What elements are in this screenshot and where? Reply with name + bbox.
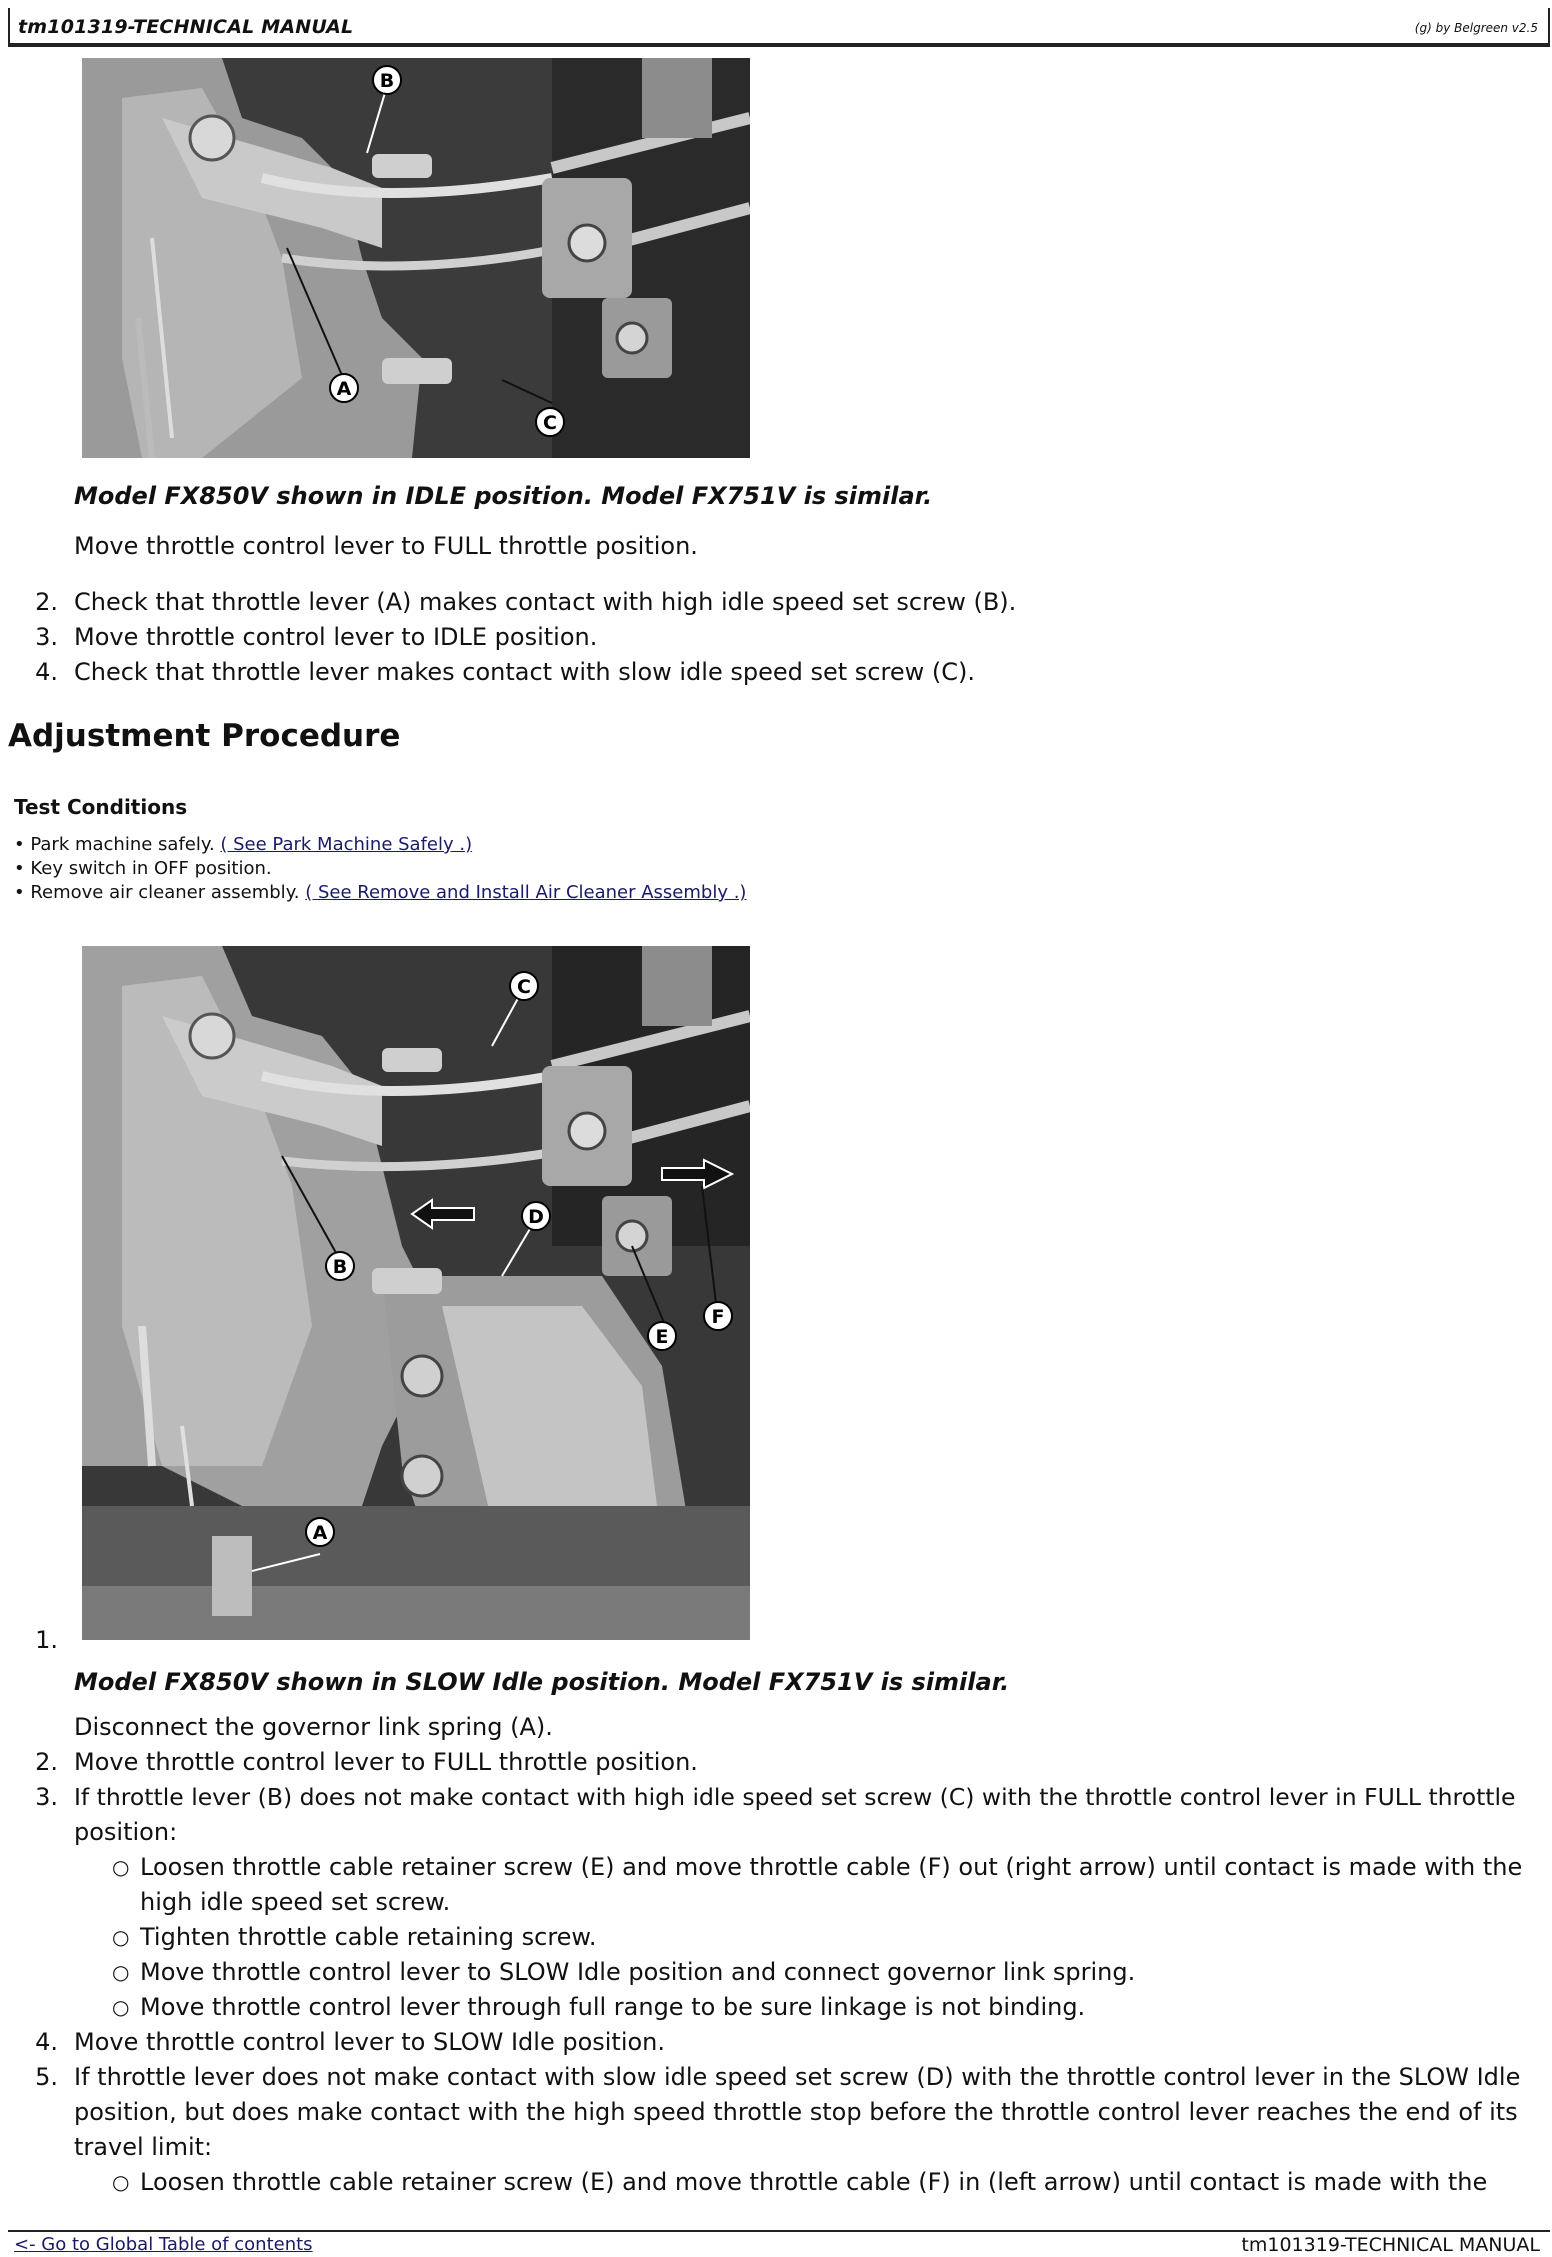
figure-slow-idle-caption: Model FX850V shown in SLOW Idle position. Model FX751V is similar. <box>74 1668 1010 1696</box>
figure-idle-photo <box>82 58 750 458</box>
procedure-step-3-text-line-2: position: <box>74 1818 178 1846</box>
procedure-step-3-text-line-1: If throttle lever (B) does not make contact with high idle speed set screw (C) with the throttle control lever in FULL throttle <box>74 1783 1516 1811</box>
footer-divider <box>8 2230 1550 2232</box>
manual-title: tm101319-TECHNICAL MANUAL <box>18 16 354 38</box>
step-3-sub-4: Move throttle control lever through full range to be sure linkage is not binding. <box>140 1993 1086 2021</box>
procedure-step-5-text-line-3: travel limit: <box>74 2133 213 2161</box>
check-step-2-number: 2. <box>35 588 58 616</box>
check-step-4-text: Check that throttle lever makes contact with slow idle speed set screw (C). <box>74 658 975 686</box>
condition-text: • Remove air cleaner assembly. <box>14 882 306 903</box>
procedure-step-2-number: 2. <box>35 1748 58 1776</box>
step-3-sub-2: Tighten throttle cable retaining screw. <box>140 1923 597 1951</box>
procedure-step-5-number: 5. <box>35 2063 58 2091</box>
step-3-sub-1-line-1: Loosen throttle cable retainer screw (E) and move throttle cable (F) out (right arrow) until contact is made with the <box>140 1853 1523 1881</box>
callout-a: A <box>336 378 352 400</box>
see-remove-install-air-cleaner-link[interactable]: ( See Remove and Install Air Cleaner Assembly .) <box>305 882 747 903</box>
callout-d: D <box>528 1206 544 1228</box>
test-conditions-heading: Test Conditions <box>14 795 188 819</box>
check-step-2-text: Check that throttle lever (A) makes contact with high idle speed set screw (B). <box>74 588 1017 616</box>
throttle-linkage-illustration <box>82 58 750 458</box>
condition-item <box>14 834 472 855</box>
global-toc-link[interactable]: <- Go to Global Table of contents <box>14 2234 313 2255</box>
condition-item <box>14 882 746 903</box>
figure-slow-idle-photo <box>82 946 750 1640</box>
throttle-adjustment-illustration <box>82 946 750 1640</box>
callout-c: C <box>543 412 557 434</box>
step-3-sub-1-line-2: high idle speed set screw. <box>140 1888 451 1916</box>
procedure-step-5-text-line-2: position, but does make contact with the high speed throttle stop before the throttle control lever reaches the end of its <box>74 2098 1518 2126</box>
figure-idle-caption: Model FX850V shown in IDLE position. Model FX751V is similar. <box>74 482 933 510</box>
procedure-step-1-number: 1. <box>35 1626 58 1654</box>
sub-bullet-icon: ○ <box>112 1995 130 2019</box>
procedure-step-1-text: Disconnect the governor link spring (A). <box>74 1713 553 1741</box>
condition-text: • Park machine safely. <box>14 834 221 855</box>
condition-item <box>14 858 272 879</box>
step-3-sub-3: Move throttle control lever to SLOW Idle position and connect governor link spring. <box>140 1958 1136 1986</box>
page-header <box>8 8 1550 47</box>
check-intro: Move throttle control lever to FULL throttle position. <box>74 532 698 560</box>
procedure-step-4-text: Move throttle control lever to SLOW Idle position. <box>74 2028 666 2056</box>
callout-c: C <box>517 976 531 998</box>
callout-b: B <box>332 1256 348 1278</box>
check-step-3-number: 3. <box>35 623 58 651</box>
callout-b: B <box>379 70 395 92</box>
procedure-step-3-number: 3. <box>35 1783 58 1811</box>
see-park-machine-safely-link[interactable]: ( See Park Machine Safely .) <box>220 834 473 855</box>
step-5-sub-1: Loosen throttle cable retainer screw (E) and move throttle cable (F) in (left arrow) until contact is made with the <box>140 2168 1488 2196</box>
procedure-step-4-number: 4. <box>35 2028 58 2056</box>
header-credit: (g) by Belgreen v2.5 <box>1414 21 1538 35</box>
footer-manual-title: tm101319-TECHNICAL MANUAL <box>1241 2234 1540 2256</box>
check-step-3-text: Move throttle control lever to IDLE position. <box>74 623 598 651</box>
callout-f: F <box>711 1306 725 1328</box>
sub-bullet-icon: ○ <box>112 1855 130 1879</box>
sub-bullet-icon: ○ <box>112 1925 130 1949</box>
check-step-4-number: 4. <box>35 658 58 686</box>
procedure-step-2-text: Move throttle control lever to FULL throttle position. <box>74 1748 698 1776</box>
condition-text: • Key switch in OFF position. <box>14 858 272 879</box>
callout-a: A <box>312 1522 328 1544</box>
section-heading: Adjustment Procedure <box>8 718 401 754</box>
callout-e: E <box>655 1326 669 1348</box>
sub-bullet-icon: ○ <box>112 1960 130 1984</box>
sub-bullet-icon: ○ <box>112 2170 130 2194</box>
procedure-step-5-text-line-1: If throttle lever does not make contact with slow idle speed set screw (D) with the throttle control lever in the SLOW Idle <box>74 2063 1521 2091</box>
